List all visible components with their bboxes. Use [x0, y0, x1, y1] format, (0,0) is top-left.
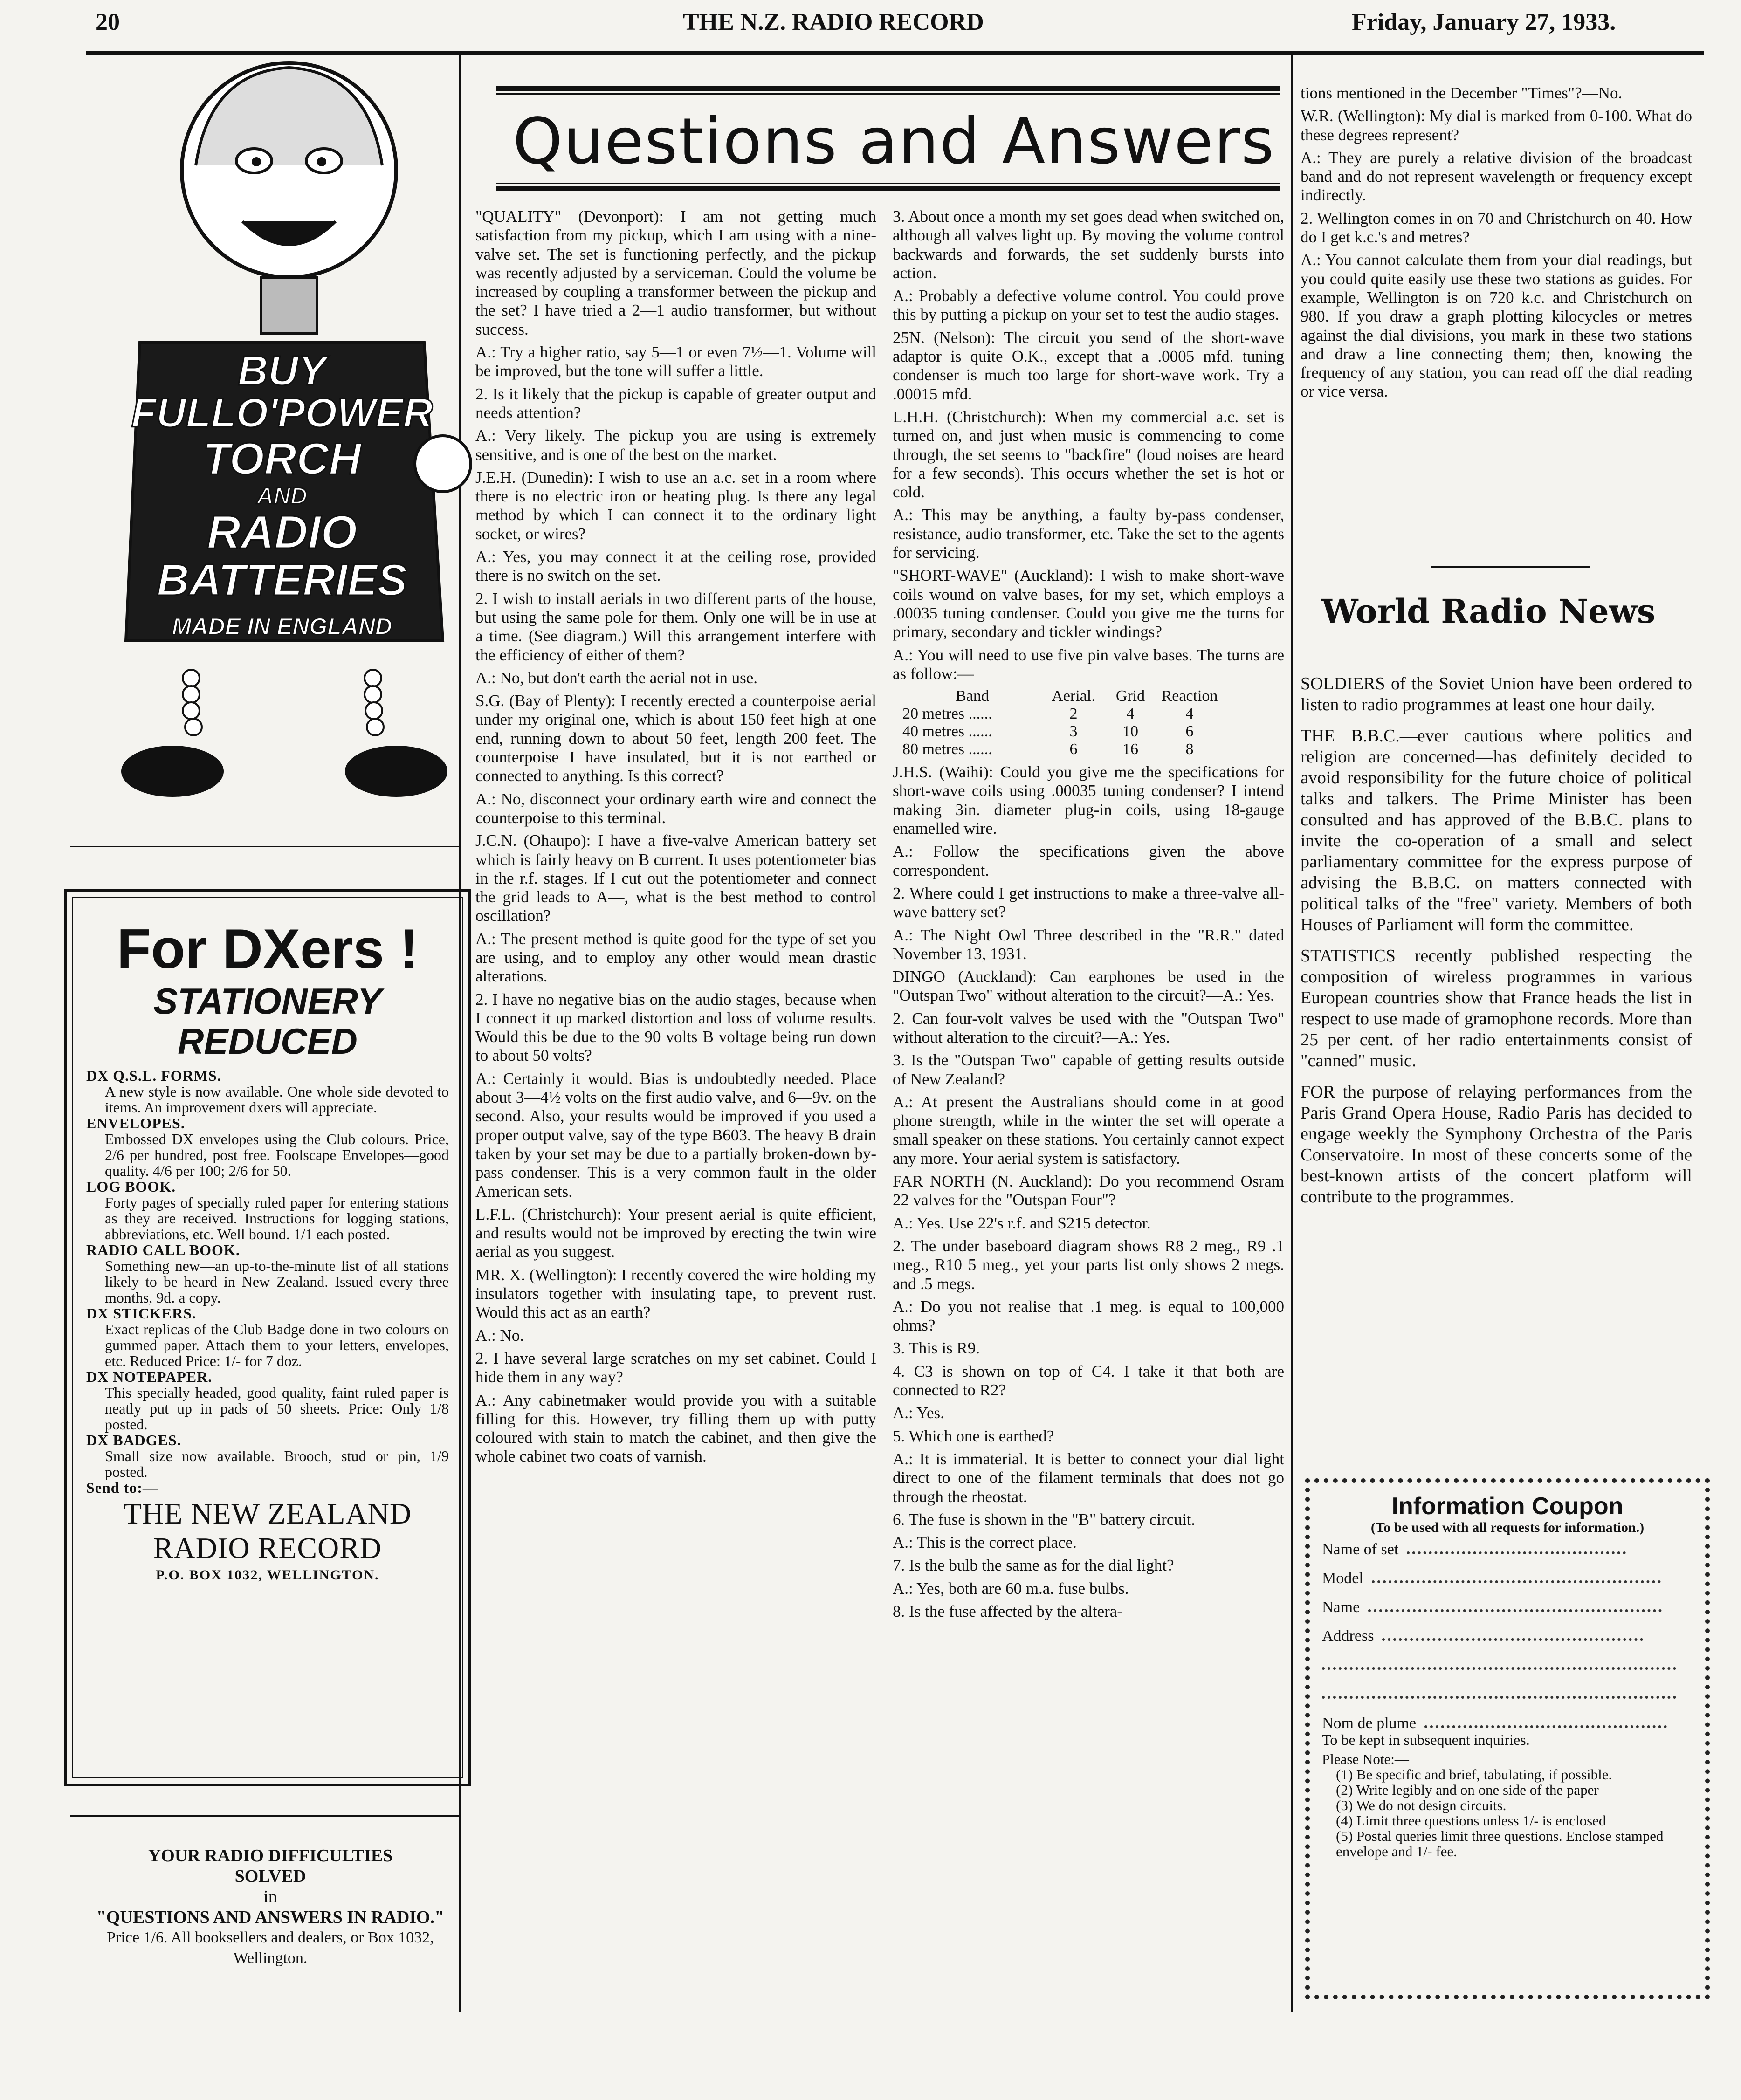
qa-paragraph: 7. Is the bulb the same as for the dial light?: [893, 1556, 1174, 1575]
information-coupon: [1305, 1478, 1710, 1999]
diff-line-4: "QUESTIONS AND ANSWERS IN RADIO.": [96, 1908, 445, 1927]
qa-paragraph: A.: The present method is quite good for the type of set you are using, and to employ any other would mean drastic alterations.: [475, 929, 876, 986]
qa-paragraph: W.R. (Wellington): My dial is marked from 0-100. What do these degrees represent?: [1301, 107, 1692, 144]
qa-paragraph: J.E.H. (Dunedin): I wish to use an a.c. set in a room where there is no electric iron or heating plug. Is there any legal method by which I can connect it to the ordinary light socket, or wires?: [475, 468, 876, 543]
coupon-field-address[interactable]: Address: [1322, 1622, 1693, 1651]
qa-top-rule-1: [496, 86, 1280, 91]
diff-line-3: in: [263, 1887, 277, 1907]
qa-bottom-rule-1: [496, 183, 1280, 184]
qa-paragraph: A.: Probably a defective volume control. You could prove this by putting a pickup on your set to test the audio stages.: [893, 287, 1284, 324]
qa-paragraph: A.: You will need to use five pin valve bases. The turns are as follow:—: [893, 645, 1284, 683]
dx-item: DX NOTEPAPER. This specially headed, good quality, faint ruled paper is neatly put up in pads of 50 sheets. Price: Only 1/8 posted.: [86, 1368, 449, 1433]
qa-paragraph: A.: You cannot calculate them from your dial readings, but you could quite easily use these two stations as guides. For example, Wellington is on 720 k.c. and Christchurch on 980. If you draw a graph plotting kilocycles or metres against the dial divisions, you mark in these two stations and draw a line connecting them; then, knowing the frequency of any station, you can read off the dial reading or vice versa.: [1301, 251, 1692, 401]
qa-paragraph: 3. Is the "Outspan Two" capable of getting results outside of New Zealand?: [893, 1051, 1284, 1088]
qa-paragraph: 2. Is it likely that the pickup is capable of greater output and needs attention?: [475, 384, 876, 422]
qa-column-3: [1301, 84, 1692, 405]
qa-paragraph: 2. I have no negative bias on the audio stages, because when I connect it up marked distortion and loss of volume results. Would this be due to the 90 volts B voltage being run down to about 50 volts?: [475, 990, 876, 1065]
qa-paragraph: 8. Is the fuse affected by the altera-: [893, 1602, 1123, 1620]
news-item: STATISTICS recently published respecting the composition of wireless programmes in various European countries show that France heads the list in respect to use made of gramophone records. More than 25 per cent. of her radio entertainments consist of "canned" music.: [1301, 946, 1692, 1071]
qa-paragraph: A.: No, disconnect your ordinary earth wire and connect the counterpoise to this terminal.: [475, 789, 876, 827]
qa-paragraph: 2. The under baseboard diagram shows R8 2 meg., R9 .1 meg., R10 5 meg., yet your parts list only shows 2 megs. and .5 megs.: [893, 1236, 1284, 1293]
dx-title: For DXers !: [117, 918, 419, 980]
coupon-address-line[interactable]: [1322, 1651, 1693, 1680]
qa-paragraph: A.: No.: [475, 1326, 524, 1345]
news-item: FOR the purpose of relaying performances from the Paris Grand Opera House, Radio Paris has decided to engage weekly the Symphony Orchestra of the Paris Conservatoire. In most of these concerts some of the best-known artists of the concert platform will contribute to the programmes.: [1301, 1082, 1692, 1207]
dx-item: DX STICKERS. Exact replicas of the Club Badge done in two colours on gummed paper. Attach them to your letters, envelopes, etc. Reduced Price: 1/- for 7 doz.: [86, 1305, 449, 1369]
world-news-column: [1301, 673, 1692, 1212]
advert-buy: BUY: [237, 348, 327, 394]
page-number: 20: [96, 9, 120, 35]
qa-paragraph: 6. The fuse is shown in the "B" battery circuit.: [893, 1510, 1196, 1529]
qa-paragraph: L.F.L. (Christchurch): Your present aerial is quite efficient, and results would not be improved by erecting the twin wire aerial as you suggest.: [475, 1205, 876, 1261]
qa-paragraph: MR. X. (Wellington): I recently covered the wire holding my insulators together with insulating tape, to prevent rust. Would this act as an earth?: [475, 1265, 876, 1322]
coupon-note: (2) Write legibly and on one side of the paper: [1336, 1782, 1599, 1798]
dx-send-to: Send to:—: [86, 1479, 158, 1496]
qa-paragraph: 3. About once a month my set goes dead when switched on, although all valves light up. By moving the volume control backwards and forwards, the set suddenly bursts into action.: [893, 207, 1284, 282]
torch-battery-advert: [89, 16, 475, 809]
diff-line-2: SOLVED: [234, 1867, 306, 1886]
dx-subtitle-1: STATIONERY: [153, 981, 382, 1022]
table-row: 80 metres ...... 6 16 8: [902, 741, 1194, 758]
advert-and: AND: [256, 483, 308, 509]
coupon-field-name-of-set[interactable]: Name of set: [1322, 1535, 1693, 1564]
qa-paragraph: 3. This is R9.: [893, 1339, 980, 1358]
dx-item: DX Q.S.L. FORMS. A new style is now available. One whole side devoted to items. An improvement dxers will appreciate.: [86, 1067, 449, 1116]
world-radio-news-title: World Radio News: [1321, 592, 1656, 631]
qa-paragraph: "SHORT-WAVE" (Auckland): I wish to make short-wave coils wound on valve bases, for my set, which employs a .00035 tuning condenser. Could you give me the turns for primary, secondary and tickler windings?: [893, 566, 1284, 641]
qa-paragraph: "QUALITY" (Devonport): I am not getting much satisfaction from my pickup, which I am using with a nine-valve set. The set is functioning perfectly, and the pickup was recently adjusted by a serviceman. Could the volume be increased by coupling a transformer between the pickup and the set? I have tried a 2—1 audio transformer, but without success.: [475, 207, 876, 338]
advert-torch: TORCH: [203, 434, 361, 484]
qa-paragraph: A.: At present the Australians should come in at good phone strength, while in the winter the set will operate a small speaker on these stations. You certainly cannot expect any more. Your aerial system is satisfactory.: [893, 1092, 1284, 1167]
qa-paragraph: A.: Yes. Use 22's r.f. and S215 detector.: [893, 1214, 1151, 1232]
qa-column-1: [475, 207, 876, 1470]
qa-paragraph: 2. I wish to install aerials in two different parts of the house, but using the same pole for them. Only one will be in use at a time. (See diagram.) Will this arrangement interfere with the efficiency of either of them?: [475, 589, 876, 664]
advert-radio: RADIO: [206, 506, 358, 558]
table-header-row: Band Aerial. Grid Reaction: [956, 687, 1218, 705]
coupon-title: Information Coupon: [1391, 1493, 1624, 1520]
publication-title: THE N.Z. RADIO RECORD: [683, 9, 984, 35]
qa-paragraph: A.: This may be anything, a faulty by-pass condenser, resistance, audio transformer, etc. Take the set to the agents for servicing.: [893, 506, 1284, 562]
qa-paragraph: A.: Try a higher ratio, say 5—1 or even 7½—1. Volume will be improved, but the tone will suffer a little.: [475, 343, 876, 380]
dx-item: LOG BOOK. Forty pages of specially ruled paper for entering stations as they are received. Instructions for logging stations, abbreviations, etc. Well bound. 1/1 each posted.: [86, 1178, 449, 1242]
qa-paragraph: 2. Can four-volt valves be used with the "Outspan Two" without alteration to the circuit?—A.: Yes.: [893, 1009, 1284, 1046]
coupon-subtitle: (To be used with all requests for information.): [1370, 1520, 1645, 1535]
coupon-notes: Please Note:— (1) Be specific and brief, tabulating, if possible. (2) Write legibly and on one side of the paper (3) We do not design circuits. (4) Limit three questions unless 1/- is enclosed (5) Postal queries limit three questions. Enclose stamped envelope and 1/- fee.: [1322, 1751, 1693, 1859]
qa-paragraph: A.: Any cabinetmaker would provide you with a suitable filling for this. However, try filling them up with putty coloured with stain to match the cabinet, and then give the whole cabinet two coats of varnish.: [475, 1391, 876, 1466]
qa-paragraph: A.: This is the correct place.: [893, 1533, 1077, 1552]
qa-paragraph: A.: They are purely a relative division of the broadcast band and do not represent wavelength or frequency except indirectly.: [1301, 148, 1692, 205]
qa-paragraph: A.: Yes.: [893, 1404, 944, 1422]
coupon-note: (5) Postal queries limit three questions. Enclose stamped envelope and 1/- fee.: [1336, 1828, 1664, 1860]
dx-org-line-1: THE NEW ZEALAND: [123, 1497, 412, 1530]
qa-paragraph: J.C.N. (Ohaupo): I have a five-valve American battery set which is fairly heavy on B current. It uses potentiometer bias in the r.f. stages. If I cut out the potentiometer and connect the grid leads to A—, what is the best method to control oscillation?: [475, 831, 876, 925]
qa-title: Questions and Answers: [513, 105, 1275, 178]
dx-org-line-2: RADIO RECORD: [153, 1531, 382, 1565]
qa-paragraph: A.: No, but don't earth the aerial not in use.: [475, 668, 758, 687]
qa-top-rule-2: [496, 93, 1280, 95]
coupon-note: (4) Limit three questions unless 1/- is enclosed: [1336, 1812, 1606, 1829]
advert-batteries: BATTERIES: [157, 555, 407, 605]
coupon-note: (1) Be specific and brief, tabulating, if possible.: [1336, 1766, 1612, 1783]
dx-address: P.O. BOX 1032, WELLINGTON.: [156, 1567, 379, 1583]
qa-paragraph: 4. C3 is shown on top of C4. I take it that both are connected to R2?: [893, 1362, 1284, 1400]
dx-item: DX BADGES. Small size now available. Brooch, stud or pin, 1/9 posted.: [86, 1432, 449, 1480]
coil-turns-table: [902, 687, 1223, 758]
qa-paragraph: A.: Yes, you may connect it at the ceiling rose, provided there is no switch on the set.: [475, 548, 876, 585]
qa-paragraph: A.: Very likely. The pickup you are using is extremely sensitive, and is one of the best on the market.: [475, 426, 876, 464]
qa-paragraph: 2. I have several large scratches on my set cabinet. Could I hide them in any way?: [475, 1349, 876, 1386]
table-row: 40 metres ...... 3 10 6: [902, 723, 1194, 741]
qa-column-2: [893, 207, 1284, 1625]
issue-date: Friday, January 27, 1933.: [1352, 9, 1616, 35]
difficulties-notice: [70, 1846, 471, 1969]
wrn-top-rule: [1431, 566, 1590, 568]
coupon-nom-note: To be kept in subsequent inquiries.: [1322, 1731, 1530, 1748]
coupon-note: (3) We do not design circuits.: [1336, 1797, 1507, 1813]
dx-subtitle-2: REDUCED: [178, 1021, 358, 1062]
qa-bottom-rule-2: [496, 186, 1280, 191]
advert-made-in-england: MADE IN ENGLAND: [172, 613, 392, 639]
qa-paragraph: 5. Which one is earthed?: [893, 1427, 1054, 1445]
coupon-address-line[interactable]: [1322, 1680, 1693, 1709]
qa-paragraph: S.G. (Bay of Plenty): I recently erected a counterpoise aerial under my original one, which is about 150 feet high at one end, running down to about 50 feet, length 200 feet. The counterpoise I have insulated, but it is not earthed or connected to anything. Is this correct?: [475, 692, 876, 785]
news-item: SOLDIERS of the Soviet Union have been ordered to listen to radio programmes at least one hour daily.: [1301, 674, 1692, 714]
qa-paragraph: 2. Where could I get instructions to make a three-valve all-wave battery set?: [893, 884, 1284, 921]
qa-paragraph: A.: It is immaterial. It is better to connect your dial light direct to one of the filament terminals that does not go through the rheostat.: [893, 1449, 1284, 1506]
coupon-field-nom-de-plume[interactable]: Nom de plume: [1322, 1715, 1693, 1732]
qa-paragraph: A.: Follow the specifications given the above correspondent.: [893, 842, 1284, 879]
qa-paragraph: 25N. (Nelson): The circuit you send of the short-wave adaptor is quite O.K., except that a .0005 mfd. tuning condenser is much too large for short-wave work. Try a .00015 mfd.: [893, 328, 1284, 403]
dx-rule: [70, 1815, 461, 1817]
qa-paragraph: A.: Do you not realise that .1 meg. is equal to 100,000 ohms?: [893, 1297, 1284, 1335]
table-row: 20 metres ...... 2 4 4: [902, 705, 1194, 723]
diff-line-1: YOUR RADIO DIFFICULTIES: [148, 1846, 393, 1866]
qa-paragraph: DINGO (Auckland): Can earphones be used in the "Outspan Two" without alteration to the circuit?—A.: Yes.: [893, 968, 1284, 1005]
qa-paragraph: J.H.S. (Waihi): Could you give me the specifications for short-wave coils using .00035 tuning condenser? I intend making 3in. diameter plug-in coils, using 18-gauge enamelled wire.: [893, 763, 1284, 838]
dx-item: RADIO CALL BOOK. Something new—an up-to-the-minute list of all stations likely to be heard in New Zealand. Issued every three months, 9d. a copy.: [86, 1242, 449, 1306]
news-item: THE B.B.C.—ever cautious where politics and religion are concerned—has definitely decided to avoid responsibility for the future choice of political talks and talkers. The Prime Minister has been consulted and has approved of the B.B.C. plans to invite the co-operation of a small and select parliamentary committee for the express purpose of advising the B.B.C. on matters connected with political talks of the "free" variety. Members of both Houses of Parliament will form the committee.: [1301, 726, 1692, 934]
column-divider-right: [1291, 55, 1293, 2012]
qa-paragraph: A.: The Night Owl Three described in the "R.R." dated November 13, 1931.: [893, 926, 1284, 963]
coupon-field-name[interactable]: Name: [1322, 1593, 1693, 1622]
qa-paragraph: tions mentioned in the December "Times"?—No.: [1301, 84, 1623, 102]
qa-paragraph: A.: Certainly it would. Bias is undoubtedly needed. Place about 3—4½ volts on the first audio valve, and 6—9v. on the second. Also, your results would be improved if you used a proper output valve, say of the type B603. The heavy B drain taken by your set may be due to a partially broken-down by-pass condenser. This is a very common fault in the older American sets.: [475, 1069, 876, 1201]
qa-paragraph: A.: Yes, both are 60 m.a. fuse bulbs.: [893, 1579, 1129, 1598]
coupon-field-model[interactable]: Model: [1322, 1564, 1693, 1593]
diff-line-5: Price 1/6. All booksellers and dealers, or Box 1032, Wellington.: [107, 1929, 434, 1967]
qa-paragraph: FAR NORTH (N. Auckland): Do you recommend Osram 22 valves for the "Outspan Four"?: [893, 1172, 1284, 1209]
dx-item: ENVELOPES. Embossed DX envelopes using the Club colours. Price, 2/6 per hundred, post free. Foolscape Envelopes—good quality. 4/6 per 100; 2/6 for 50.: [86, 1115, 449, 1179]
dx-stationery-box: [64, 889, 471, 1786]
qa-paragraph: 2. Wellington comes in on 70 and Christchurch on 40. How do I get k.c.'s and metres?: [1301, 209, 1692, 247]
qa-paragraph: L.H.H. (Christchurch): When my commercial a.c. set is turned on, and just when music is commencing to come through, the set seems to "backfire" (loud noises are heard for a few seconds). This occurs whether the set is hot or cold.: [893, 407, 1284, 501]
advert-brand: FULLO'POWER: [131, 390, 433, 436]
advert-rule: [70, 846, 461, 847]
dx-items: [73, 1068, 462, 1496]
